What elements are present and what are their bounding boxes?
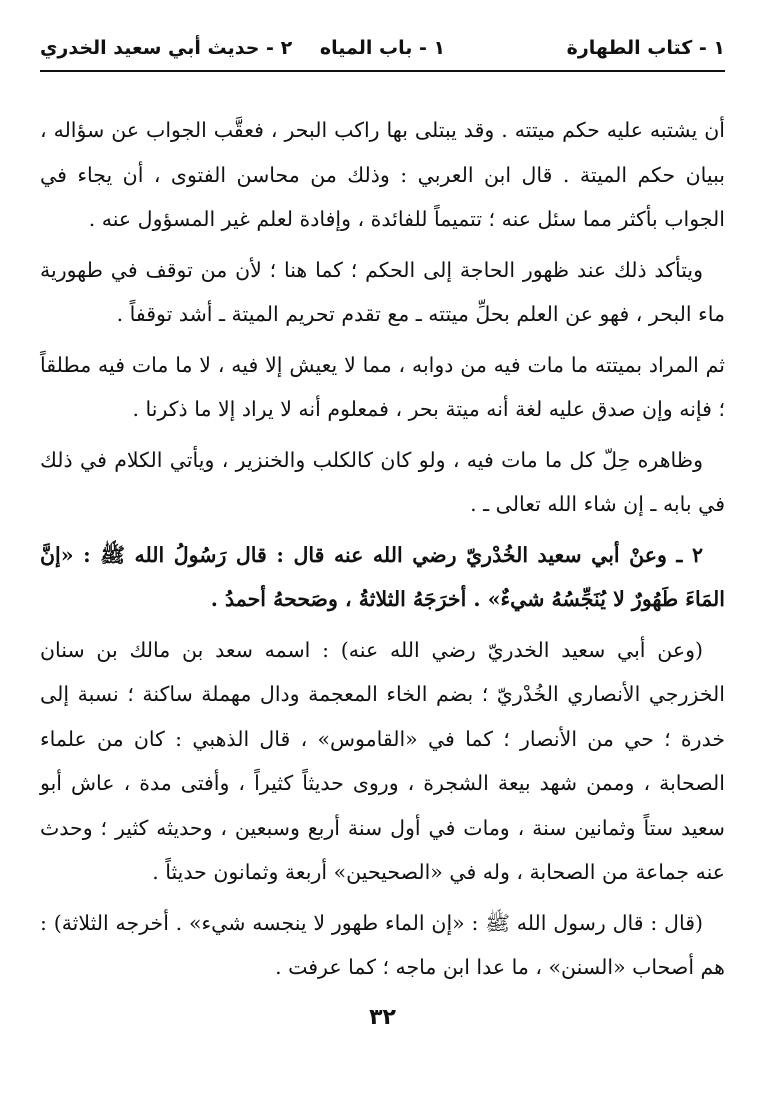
paragraph: أن يشتبه عليه حكم ميتته . وقد يبتلى بها راكب البحر ، فعقَّب الجواب عن سؤاله ، ببيان حكم الميتة . قال ابن العربي : وذلك من محاسن الفتوى ، أن يجاء في الجواب بأكثر مما سئل عنه ؛ تتميماً للفائدة ، وإفادة لعلم غير المسؤول عنه . xyxy=(40,118,725,231)
paragraph: وظاهره حِلّ كل ما مات فيه ، ولو كان كالكلب والخنزير ، ويأتي الكلام في ذلك في بابه ـ إن شاء الله تعالى ـ . xyxy=(40,447,725,516)
page-body xyxy=(40,108,725,996)
paragraph: (وعن أبي سعيد الخدريّ رضي الله عنه) : اسمه سعد بن مالك بن سنان الخزرجي الأنصاري الخُدْريّ ؛ بضم الخاء المعجمة ودال مهملة ساكنة ؛ نسبة إلى خدرة ؛ حي من الأنصار ؛ كما في «القاموس» ، قال الذهبي : كان من علماء الصحابة ، وممن شهد بيعة الشجرة ، وروى حديثاً كثيراً ، وأفتى مدة ، عاش أبو سعيد ستاً وثمانين سنة ، ومات في أول سنة أربع وسبعين ، وحديثه كثير ؛ وحدث عنه جماعة من الصحابة ، وله في «الصحيحين» أربعة وثمانون حديثاً . xyxy=(40,637,725,884)
page-number: ٣٢ xyxy=(369,1005,396,1030)
header-book-title: ١ - كتاب الطهارة xyxy=(566,37,725,59)
header-chapter-title: ١ - باب المياه xyxy=(319,37,446,59)
hadith-text: ٢ ـ وعنْ أبي سعيد الخُدْريّ رضي الله عنه قال : قال رَسُولُ الله ﷺ : «إنَّ المَاءَ طَهُورٌ لا يُنَجِّسُهُ شيءٌ» . أخرَجَهُ الثلاثةُ ، وصَححهُ أحمدُ . xyxy=(40,542,725,611)
header-hadith-title: ٢ - حديث أبي سعيد الخدري xyxy=(40,37,293,59)
paragraph: ويتأكد ذلك عند ظهور الحاجة إلى الحكم ؛ كما هنا ؛ لأن من توقف في طهورية ماء البحر ، فهو عن العلم بحلِّ ميتته ـ مع تقدم تحريم الميتة ـ أشد توقفاً . xyxy=(40,257,725,326)
header-rule xyxy=(40,70,725,72)
paragraph: ثم المراد بميتته ما مات فيه من دوابه ، مما لا يعيش إلا فيه ، لا ما مات فيه مطلقاً ؛ فإنه وإن صدق عليه لغة أنه ميتة بحر ، فمعلوم أنه لا يراد إلا ما ذكرنا . xyxy=(40,352,725,421)
paragraph: (قال : قال رسول الله ﷺ : «إن الماء طهور لا ينجسه شيء» . أخرجه الثلاثة) : هم أصحاب «السنن» ، ما عدا ابن ماجه ؛ كما عرفت . xyxy=(40,910,725,979)
running-header xyxy=(40,28,725,68)
